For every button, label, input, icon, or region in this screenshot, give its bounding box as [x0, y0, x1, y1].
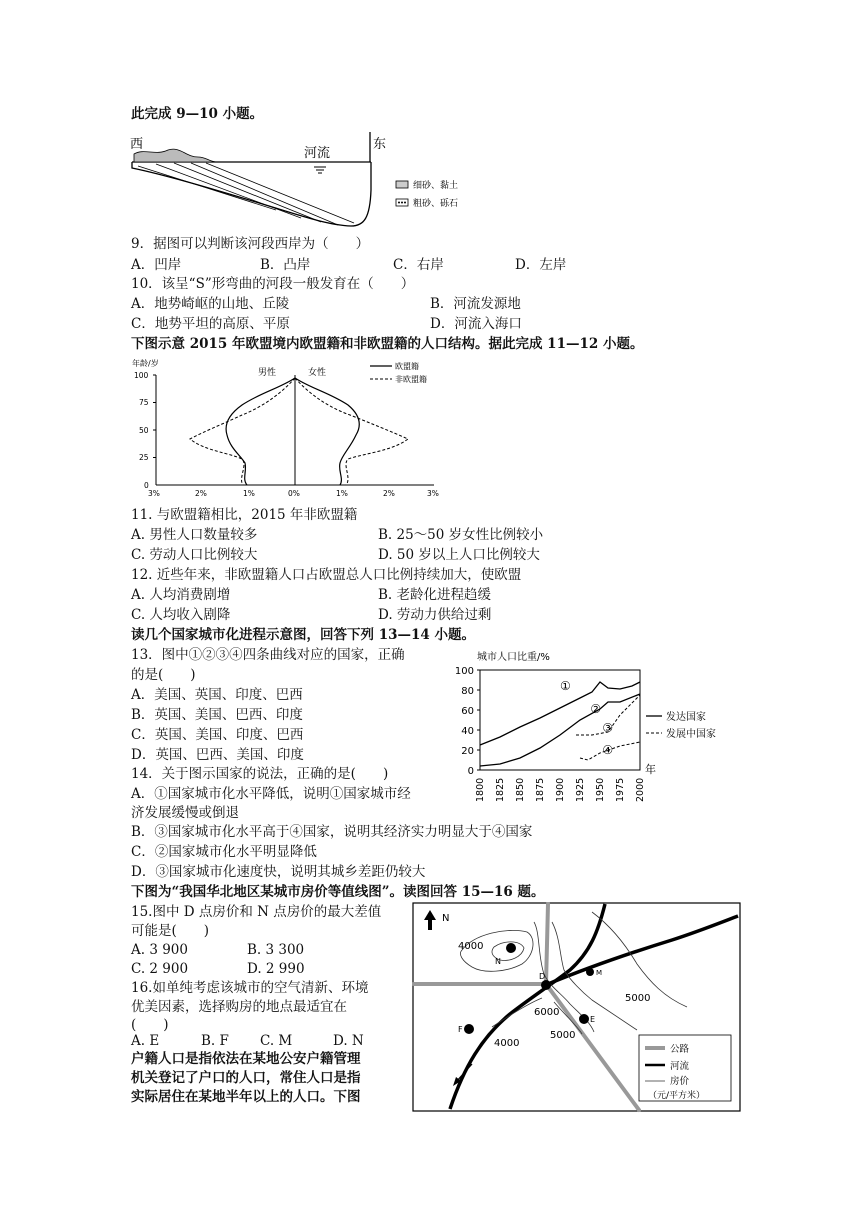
chart-xtick-label: 1925 — [575, 777, 586, 802]
map-point-n-label: N — [495, 957, 501, 966]
chart-xtick-label: 1900 — [555, 777, 566, 802]
q13-option-b: B．英国、美国、巴西、印度 — [131, 707, 303, 723]
q11-stem: 11. 与欧盟籍相比，2015 年非欧盟籍 — [131, 507, 358, 523]
chart-xlabel: 年 — [645, 763, 656, 776]
q13-option-a: A．美国、英国、印度、巴西 — [131, 687, 303, 703]
legend-coarse-label: 粗砂、砾石 — [413, 199, 459, 209]
pyramid-xtick: 2% — [383, 489, 395, 498]
q14-stem: 14．关于图示国家的说法，正确的是( ) — [131, 766, 389, 782]
chart-xtick-label: 2000 — [635, 777, 646, 802]
map-legend-price: 房价 — [670, 1076, 690, 1087]
chart-ytick-label: 40 — [461, 726, 474, 737]
map-point-e-label: E — [590, 1015, 596, 1024]
map-point-d-label: D — [539, 972, 546, 981]
chart-series-marker-2: ② — [590, 702, 602, 716]
intro-13-14: 读几个国家城市化进程示意图，回答下列 13—14 小题。 — [131, 627, 475, 643]
chart-ytick-label: 80 — [461, 686, 474, 697]
q15-stem-line1: 15.图中 D 点房价和 N 点房价的最大差值 — [131, 904, 382, 920]
pyramid-female-label: 女性 — [308, 368, 327, 378]
pyramid-ytick: 0 — [144, 481, 149, 490]
q16-stem-line1: 16.如单纯考虑该城市的空气清新、环境 — [131, 980, 369, 996]
pyramid-ytick: 75 — [139, 398, 149, 407]
chart-legend-developed: 发达国家 — [666, 712, 706, 723]
q11-option-d: D. 50 岁以上人口比例较大 — [378, 547, 540, 563]
map-point-f-label: F — [458, 1025, 463, 1034]
q14-option-a-line1: A．①国家城市化水平降低，说明①国家城市经 — [131, 786, 411, 802]
chart-ytick-label: 60 — [461, 706, 474, 717]
q9-option-b: B．凸岸 — [260, 257, 311, 273]
map-north-label: N — [442, 913, 450, 924]
q11-option-b: B. 25～50 岁女性比例较小 — [378, 527, 544, 543]
chart-series-marker-3: ③ — [602, 721, 614, 735]
pyramid-xtick: 3% — [148, 489, 160, 498]
map-isoline-6000-label: 6000 — [534, 1007, 560, 1018]
q10-option-d: D．河流入海口 — [430, 316, 522, 332]
chart-legend-developing: 发展中国家 — [666, 729, 716, 740]
map-isoline-4000-label: 4000 — [494, 1038, 520, 1049]
q16-option-d: D. N — [333, 1033, 364, 1049]
q9-stem: 9．据图可以判断该河段西岸为（ ） — [131, 236, 370, 252]
pyramid-xtick: 2% — [195, 489, 207, 498]
q9-option-d: D．左岸 — [515, 257, 567, 273]
pyramid-male-label: 男性 — [258, 368, 277, 378]
q15-stem-line2: 可能是( ) — [131, 923, 210, 939]
intro-11-12: 下图示意 2015 年欧盟境内欧盟籍和非欧盟籍的人口结构。据此完成 11—12 小题。 — [131, 336, 644, 352]
q16-option-a: A. E — [131, 1033, 160, 1049]
q12-option-d: D. 劳动力供给过剩 — [378, 607, 492, 623]
chart-series-marker-1: ① — [560, 679, 571, 693]
east-label: 东 — [373, 137, 387, 152]
pyramid-legend-eu: 欧盟籍 — [395, 362, 419, 371]
map-isoline-5000-label: 5000 — [550, 1030, 576, 1041]
chart-xtick-label: 1950 — [595, 777, 606, 802]
legend-fine-label: 细砂、黏土 — [413, 181, 459, 191]
river-cross-section-figure — [126, 130, 471, 230]
q12-option-c: C. 人均收入剧降 — [131, 607, 231, 623]
chart-ytick-label: 0 — [467, 766, 474, 777]
chart-ylabel: 城市人口比重/% — [477, 652, 550, 663]
q13-stem-line1: 13．图中①②③④四条曲线对应的国家，正确 — [131, 647, 405, 663]
chart-ytick-label: 100 — [454, 666, 474, 677]
pyramid-xtick: 1% — [243, 489, 255, 498]
chart-xtick-label: 1800 — [475, 777, 486, 802]
population-pyramid-figure — [130, 353, 450, 505]
q14-option-a-line2: 济发展缓慢或倒退 — [131, 805, 239, 821]
intro-15-16: 下图为“我国华北地区某城市房价等值线图”。读图回答 15—16 题。 — [131, 884, 545, 900]
pyramid-yaxis-label: 年龄/岁 — [132, 359, 159, 368]
q16-stem-line3: ( ) — [131, 1017, 169, 1033]
chart-xtick-label: 1875 — [535, 777, 546, 802]
pyramid-xtick: 1% — [336, 489, 348, 498]
chart-series-line-2 — [480, 694, 640, 766]
chart-xtick-label: 1975 — [615, 777, 626, 802]
pyramid-xtick: 0% — [288, 489, 300, 498]
map-legend-unit: （元/平方米） — [648, 1091, 706, 1101]
q12-stem: 12. 近些年来，非欧盟籍人口占欧盟总人口比例持续加大，使欧盟 — [131, 567, 522, 583]
passage-line3: 实际居住在某地半年以上的人口。下图 — [131, 1089, 361, 1105]
river-label: 河流 — [304, 146, 331, 161]
q9-option-a: A．凹岸 — [131, 257, 182, 273]
map-legend-river: 河流 — [670, 1061, 690, 1072]
pyramid-ytick: 50 — [139, 426, 149, 435]
q15-option-d: D. 2 990 — [247, 961, 305, 977]
q16-option-b: B. F — [201, 1033, 229, 1049]
q12-option-a: A. 人均消费剧增 — [131, 587, 231, 603]
map-legend-road: 公路 — [670, 1044, 690, 1055]
chart-xtick-label: 1850 — [515, 777, 526, 802]
map-isoline-4000-label: 4000 — [458, 941, 484, 952]
q15-option-b: B. 3 300 — [247, 942, 305, 958]
q10-option-b: B．河流发源地 — [430, 296, 521, 312]
q10-option-a: A．地势崎岖的山地、丘陵 — [131, 296, 290, 312]
q13-option-c: C．英国、美国、印度、巴西 — [131, 727, 304, 743]
passage-line1: 户籍人口是指依法在某地公安户籍管理 — [131, 1051, 361, 1067]
pyramid-legend-noneu: 非欧盟籍 — [395, 375, 427, 384]
pyramid-ytick: 100 — [134, 371, 149, 380]
chart-xtick-label: 1825 — [495, 777, 506, 802]
q16-stem-line2: 优美因素，选择购房的地点最适宜在 — [131, 999, 347, 1015]
passage-line2: 机关登记了户口的人口，常住人口是指 — [131, 1070, 361, 1086]
pyramid-xtick: 3% — [427, 489, 439, 498]
q11-option-c: C. 劳动人口比例较大 — [131, 547, 258, 563]
q10-option-c: C．地势平坦的高原、平原 — [131, 316, 290, 332]
q13-option-d: D．英国、巴西、美国、印度 — [131, 747, 304, 763]
house-price-map — [412, 902, 742, 1114]
q15-option-c: C. 2 900 — [131, 961, 189, 977]
chart-series-marker-4: ④ — [602, 743, 614, 757]
map-isoline-5000-label: 5000 — [625, 993, 651, 1004]
q10-stem: 10．该呈“S”形弯曲的河段一般发育在（ ） — [131, 276, 415, 292]
q12-option-b: B. 老龄化进程趋缓 — [378, 587, 492, 603]
pyramid-ytick: 25 — [139, 453, 149, 462]
q14-option-c: C．②国家城市化水平明显降低 — [131, 844, 317, 860]
chart-ytick-label: 20 — [461, 746, 474, 757]
q14-option-d: D．③国家城市化速度快，说明其城乡差距仍较大 — [131, 864, 426, 880]
map-point-m-label: M — [596, 969, 603, 977]
west-label: 西 — [130, 137, 144, 152]
intro-9-10: 此完成 9—10 小题。 — [131, 106, 264, 122]
q9-option-c: C．右岸 — [393, 257, 444, 273]
q15-option-a: A. 3 900 — [131, 942, 188, 958]
q14-option-b: B．③国家城市化水平高于④国家，说明其经济实力明显大于④国家 — [131, 824, 533, 840]
q13-stem-line2: 的是( ) — [131, 667, 196, 683]
urbanization-chart — [440, 645, 740, 805]
q11-option-a: A. 男性人口数量较多 — [131, 527, 258, 543]
q16-option-c: C. M — [260, 1033, 293, 1049]
